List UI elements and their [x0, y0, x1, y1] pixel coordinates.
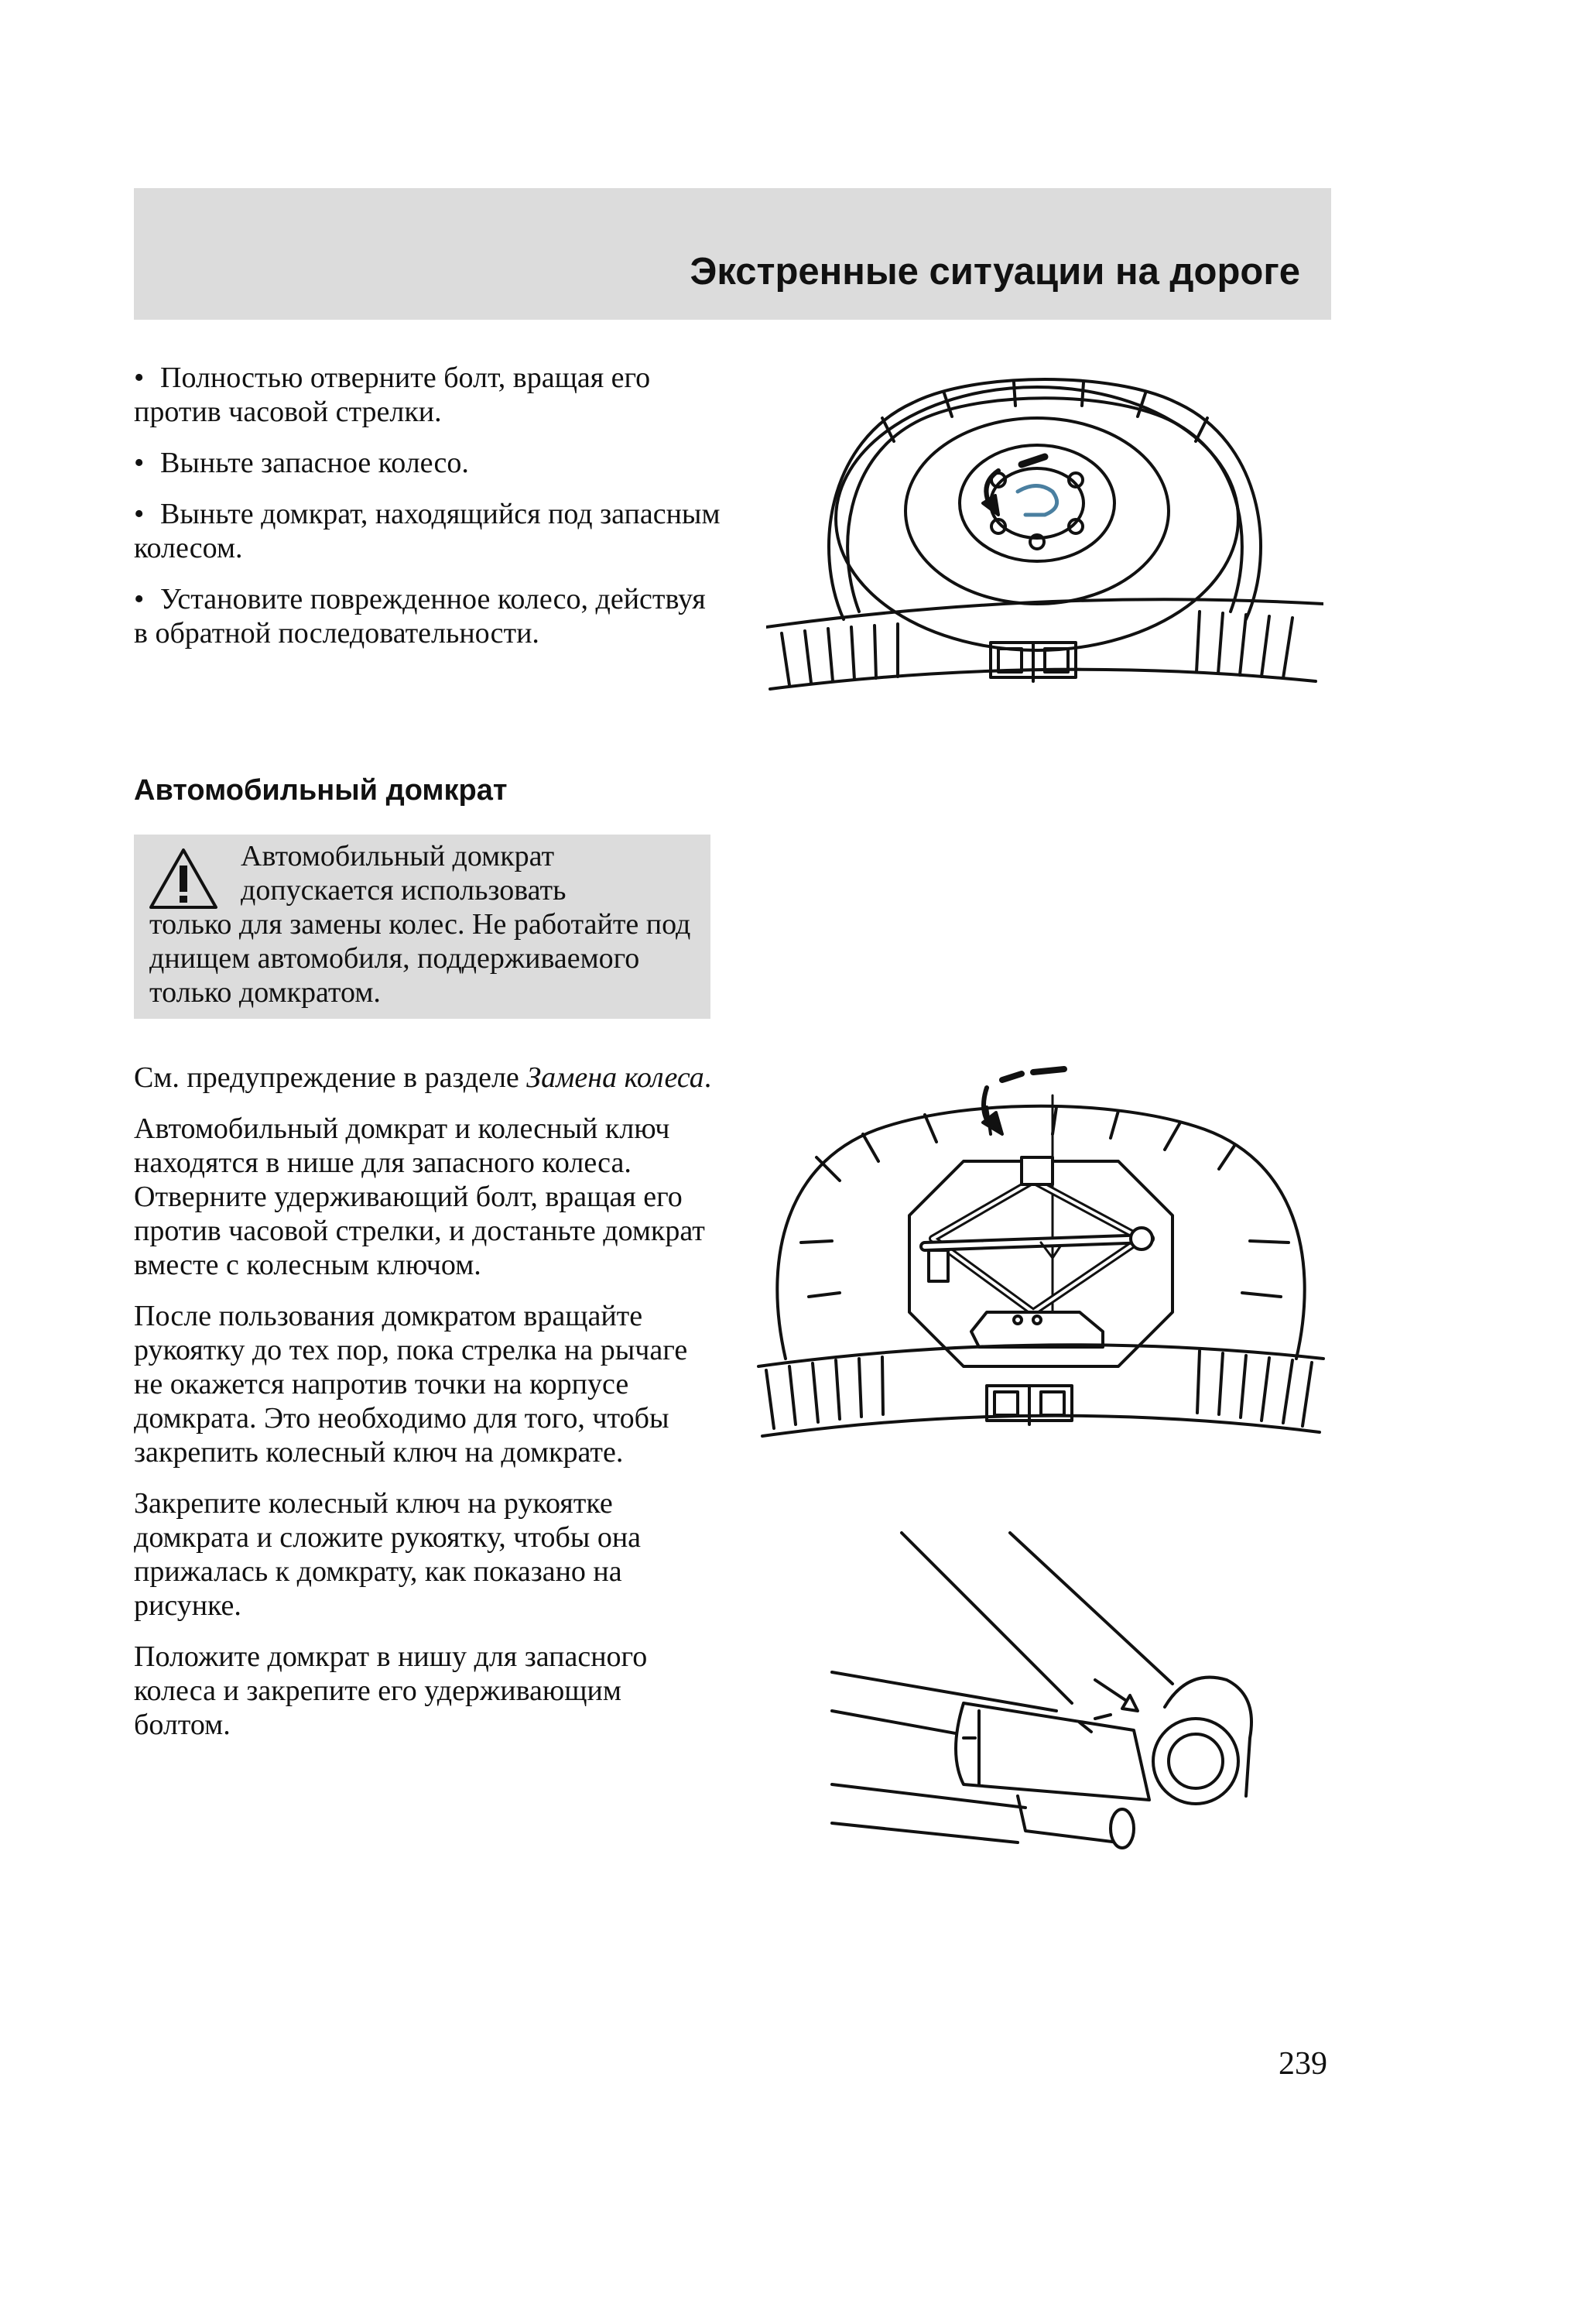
jack-in-well-illustration [755, 1064, 1327, 1444]
list-item: • Полностью отверните болт, вращая его против часовой стрелки. [134, 362, 651, 428]
instructions [134, 1061, 722, 1759]
chapter-title: Экстренные ситуации на дороге [690, 251, 1300, 293]
paragraph: Закрепите колесный ключ на рукоятке домкрата и сложите рукоятку, чтобы она прижалась к домкрату, как показано на рисунке. [134, 1487, 642, 1622]
warning-box [134, 835, 710, 1019]
paragraph: После пользования домкратом вращайте рукоятку до тех пор, пока стрелка на рычаге не окажется напротив точки на корпусе домкрата. Это необходимо для того, чтобы закрепить колесный ключ на домкрате. [134, 1300, 688, 1469]
bullet-dot: • [134, 583, 145, 615]
page-number: 239 [1279, 2046, 1327, 2082]
bullet-dot: • [134, 362, 145, 394]
paragraph: Автомобильный домкрат и колесный ключ находятся в нише для запасного колеса. Отверните удерживающий болт, вращая его против часовой стрелки, и достаньте домкрат вместе с колесным ключом. [134, 1112, 705, 1281]
bullet-dot: • [134, 447, 145, 479]
spare-wheel-illustration [766, 356, 1323, 697]
chapter-header [134, 188, 1331, 320]
jack-handle-detail-illustration [824, 1529, 1289, 1877]
list-item: • Выньте домкрат, находящийся под запасным колесом. [134, 498, 721, 564]
list-item: • Выньте запасное колесо. [134, 447, 469, 479]
paragraph: См. предупреждение в разделе Замена колеса. [134, 1061, 712, 1094]
list-item: • Установите поврежденное колесо, действуя в обратной последовательности. [134, 583, 706, 650]
bullet-dot: • [134, 498, 145, 530]
section-heading: Автомобильный домкрат [134, 774, 508, 807]
paragraph: Положите домкрат в нишу для запасного колеса и закрепите его удерживающим болтом. [134, 1640, 648, 1741]
cross-reference: Замена колеса [526, 1061, 704, 1094]
warning-text: Автомобильный домкрат допускается использовать только для замены колес. Не работайте под днищем автомобиля, поддерживаемого только домкратом. [149, 840, 691, 1009]
bullet-list [134, 361, 722, 667]
